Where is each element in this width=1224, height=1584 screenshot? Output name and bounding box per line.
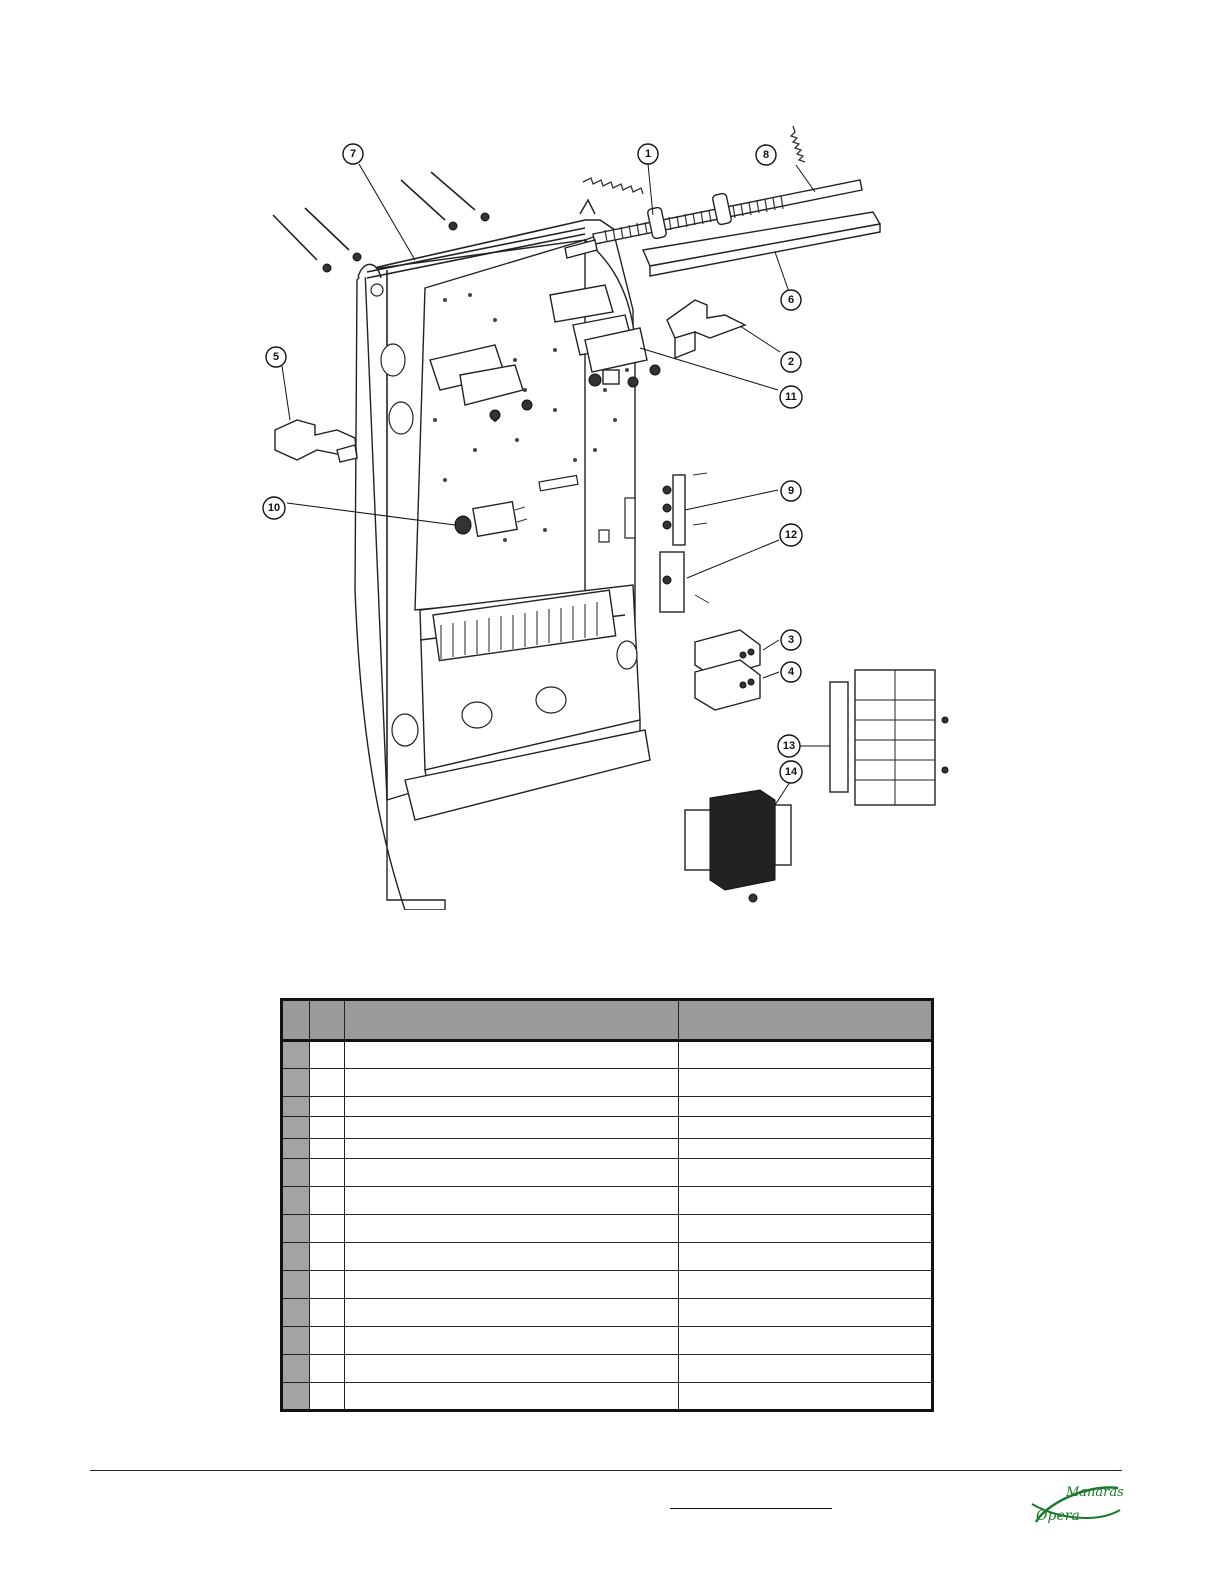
cell-description	[345, 1139, 679, 1159]
svg-text:13: 13	[782, 740, 796, 752]
cell-ref	[282, 1187, 310, 1215]
cell-ref	[282, 1097, 310, 1117]
table-header-row	[282, 1000, 933, 1041]
cell-description	[345, 1355, 679, 1383]
cell-qty	[310, 1271, 345, 1299]
part-13-relay-base	[830, 670, 948, 805]
table-row	[282, 1139, 933, 1159]
cell-qty	[310, 1383, 345, 1411]
cell-part-number	[679, 1327, 933, 1355]
svg-text:9: 9	[787, 485, 795, 497]
cell-ref	[282, 1069, 310, 1097]
cell-description	[345, 1097, 679, 1117]
table-row	[282, 1299, 933, 1327]
svg-text:6: 6	[787, 294, 795, 306]
callout-2	[781, 352, 801, 372]
cell-ref	[282, 1139, 310, 1159]
cell-ref	[282, 1215, 310, 1243]
callout-6	[781, 290, 801, 310]
callout-4	[781, 662, 801, 682]
header-ref	[282, 1000, 310, 1041]
cell-part-number	[679, 1139, 933, 1159]
table-row	[282, 1243, 933, 1271]
cell-part-number	[679, 1117, 933, 1139]
cell-ref	[282, 1327, 310, 1355]
cell-part-number	[679, 1215, 933, 1243]
cell-part-number	[679, 1187, 933, 1215]
cell-description	[345, 1383, 679, 1411]
table-row	[282, 1355, 933, 1383]
cell-ref	[282, 1271, 310, 1299]
callout-1	[638, 144, 658, 164]
footer-divider	[90, 1470, 1122, 1471]
cell-qty	[310, 1355, 345, 1383]
part-14-transformer	[685, 790, 791, 902]
cell-description	[345, 1187, 679, 1215]
cell-qty	[310, 1097, 345, 1117]
table-row	[282, 1271, 933, 1299]
svg-text:11: 11	[785, 391, 797, 403]
cell-part-number	[679, 1041, 933, 1069]
cell-part-number	[679, 1271, 933, 1299]
svg-text:5: 5	[272, 351, 280, 363]
cell-part-number	[679, 1243, 933, 1271]
cell-qty	[310, 1327, 345, 1355]
svg-text:Opera: Opera	[1036, 1508, 1080, 1524]
callout-11	[780, 386, 802, 408]
company-logo	[1026, 1474, 1126, 1534]
header-qty	[310, 1000, 345, 1041]
cell-description	[345, 1271, 679, 1299]
cell-part-number	[679, 1299, 933, 1327]
cell-part-number	[679, 1097, 933, 1117]
diagram-drawing	[255, 120, 975, 910]
header-description	[345, 1000, 679, 1041]
table-row	[282, 1097, 933, 1117]
table-row	[282, 1041, 933, 1069]
cell-qty	[310, 1139, 345, 1159]
part-12-switch-box	[660, 552, 709, 612]
cell-description	[345, 1041, 679, 1069]
cell-description	[345, 1327, 679, 1355]
table-row	[282, 1117, 933, 1139]
cell-description	[345, 1159, 679, 1187]
cell-qty	[310, 1243, 345, 1271]
cell-part-number	[679, 1355, 933, 1383]
callout-8	[756, 145, 776, 165]
table-row	[282, 1159, 933, 1187]
cell-qty	[310, 1069, 345, 1097]
header-part-number	[679, 1000, 933, 1041]
cell-ref	[282, 1159, 310, 1187]
cell-part-number	[679, 1383, 933, 1411]
cell-ref	[282, 1117, 310, 1139]
svg-text:3: 3	[787, 634, 795, 646]
table-row	[282, 1215, 933, 1243]
callout-3	[781, 630, 801, 650]
callout-14	[780, 761, 802, 783]
cell-qty	[310, 1117, 345, 1139]
cell-qty	[310, 1041, 345, 1069]
part-9-terminal-board	[663, 473, 707, 545]
cell-qty	[310, 1215, 345, 1243]
cell-description	[345, 1243, 679, 1271]
part-2-bracket	[667, 300, 745, 358]
svg-text:2: 2	[787, 356, 795, 368]
table-row	[282, 1327, 933, 1355]
svg-text:1: 1	[644, 148, 652, 160]
callout-9	[781, 481, 801, 501]
cell-description	[345, 1299, 679, 1327]
cell-ref	[282, 1243, 310, 1271]
cell-qty	[310, 1159, 345, 1187]
cell-description	[345, 1069, 679, 1097]
table-row	[282, 1383, 933, 1411]
cell-ref	[282, 1383, 310, 1411]
cell-ref	[282, 1355, 310, 1383]
table-row	[282, 1069, 933, 1097]
svg-text:Manaras: Manaras	[1066, 1485, 1124, 1500]
cell-ref	[282, 1041, 310, 1069]
parts-list-table	[280, 998, 934, 1412]
svg-text:7: 7	[349, 148, 357, 160]
part-5-bracket	[275, 420, 357, 462]
svg-text:14: 14	[784, 766, 798, 778]
cell-description	[345, 1215, 679, 1243]
cell-qty	[310, 1187, 345, 1215]
cell-description	[345, 1117, 679, 1139]
callout-10	[263, 497, 285, 519]
svg-text:8: 8	[762, 149, 770, 161]
svg-text:4: 4	[787, 666, 795, 678]
callout-12	[780, 524, 802, 546]
footer-link-underline	[670, 1508, 832, 1509]
cell-part-number	[679, 1159, 933, 1187]
callout-7	[343, 144, 363, 164]
cell-part-number	[679, 1069, 933, 1097]
cell-ref	[282, 1299, 310, 1327]
callout-5	[266, 347, 286, 367]
table-row	[282, 1187, 933, 1215]
cell-qty	[310, 1299, 345, 1327]
callout-13	[778, 735, 800, 757]
exploded-parts-diagram	[255, 120, 975, 910]
svg-text:12: 12	[784, 529, 798, 541]
svg-text:10: 10	[267, 502, 281, 514]
